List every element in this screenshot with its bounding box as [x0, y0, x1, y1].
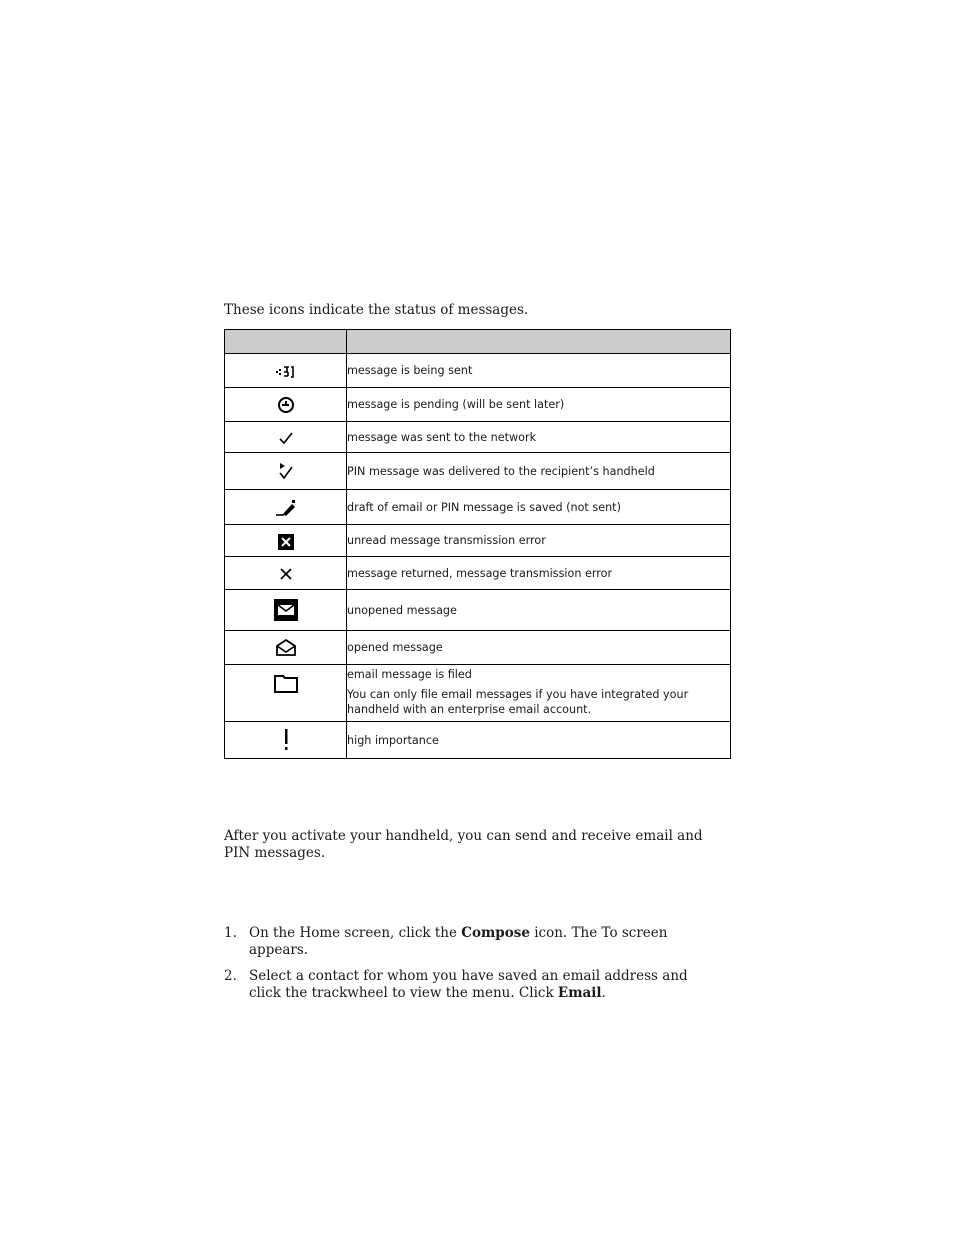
exclamation-icon: [283, 729, 289, 751]
unopened-envelope-icon: [274, 599, 298, 621]
opened-envelope-icon: [275, 639, 297, 657]
error-x-icon: [278, 566, 294, 582]
row-description: message was sent to the network: [347, 422, 731, 453]
step-text: [249, 925, 714, 959]
row-description: message returned, message transmission error: [347, 557, 731, 590]
step-bold-term: Email: [557, 985, 602, 1001]
checkmark-icon: [278, 431, 294, 445]
table-row: [225, 388, 731, 422]
compose-steps-list: [224, 925, 714, 1011]
draft-pencil-icon: [275, 499, 297, 517]
row-note: You can only file email messages if you have integrated your handheld with an enterprise email account.: [347, 688, 689, 716]
step-text-part: On the Home screen, click the: [249, 925, 462, 941]
list-item: [224, 925, 714, 959]
intro-text: These icons indicate the status of messages.: [224, 302, 529, 318]
step-number: 2.: [224, 968, 237, 984]
step-number: 1.: [224, 925, 237, 941]
step-text: [249, 968, 714, 1002]
row-description: message is pending (will be sent later): [347, 388, 731, 422]
table-row: [225, 453, 731, 490]
header-description-column: [347, 330, 731, 354]
delivered-check-icon: [277, 461, 295, 481]
step-text-part: icon. The To screen appears.: [249, 925, 668, 958]
table-row: [225, 722, 731, 759]
step-text-part: .: [601, 985, 606, 1001]
header-icon-column: [225, 330, 347, 354]
table-row: [225, 490, 731, 525]
row-description: message is being sent: [347, 354, 731, 388]
folder-icon: [274, 674, 298, 693]
row-description: unread message transmission error: [347, 525, 731, 557]
table-row: [225, 590, 731, 631]
activation-paragraph: After you activate your handheld, you can send and receive email and PIN messages.: [224, 828, 703, 861]
table-row: [225, 354, 731, 388]
table-header-row: [225, 330, 731, 354]
row-description: email message is filed: [347, 668, 472, 681]
sending-icon: [275, 364, 297, 380]
row-description: PIN message was delivered to the recipient’s handheld: [347, 453, 731, 490]
table-row: [225, 557, 731, 590]
pending-clock-icon: [277, 396, 295, 414]
list-item: [224, 968, 714, 1002]
step-text-part: Select a contact for whom you have saved an email address and click the trackwheel to view the menu. Click: [249, 968, 688, 1001]
table-row: [225, 665, 731, 722]
message-status-icons-table: [224, 329, 731, 759]
row-description: draft of email or PIN message is saved (not sent): [347, 490, 731, 525]
row-description: high importance: [347, 722, 731, 759]
row-description: unopened message: [347, 590, 731, 631]
error-filled-x-icon: [278, 534, 294, 550]
row-description: opened message: [347, 631, 731, 665]
table-row: [225, 422, 731, 453]
table-row: [225, 631, 731, 665]
step-bold-term: Compose: [461, 925, 530, 941]
table-row: [225, 525, 731, 557]
